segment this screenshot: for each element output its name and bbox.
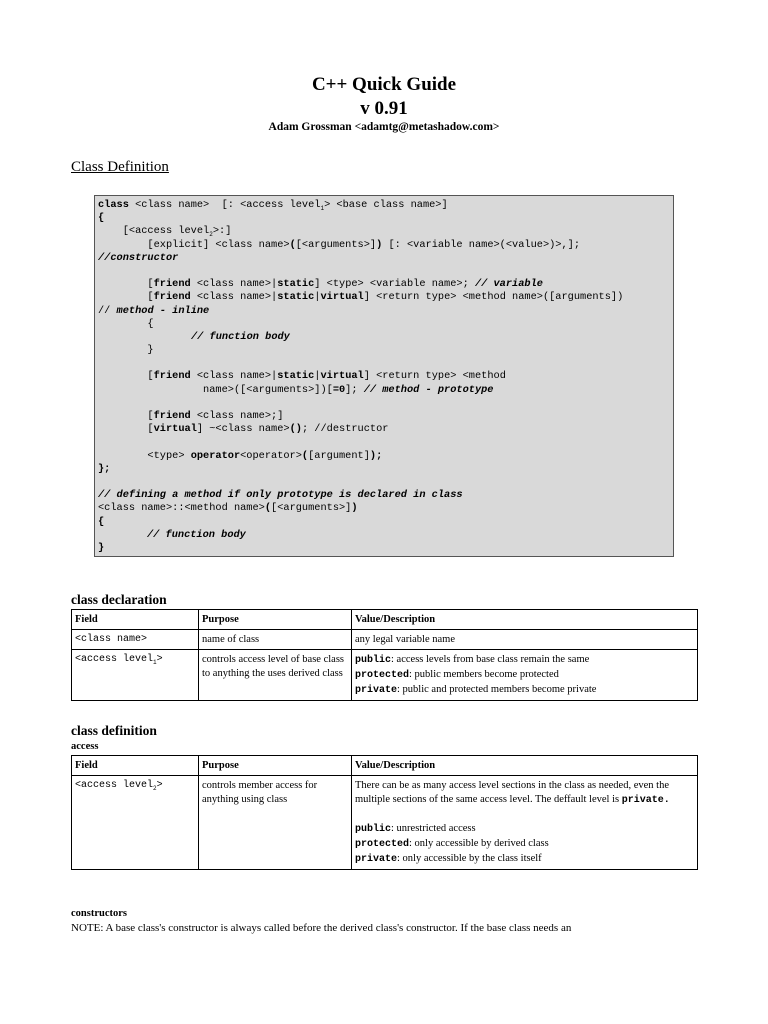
purpose-cell: controls member access for anything using class — [199, 776, 352, 870]
table-row — [72, 650, 698, 701]
column-header: Value/Description — [352, 756, 698, 776]
code-line: <type> operator<operator>([argument]); — [98, 449, 383, 462]
constructors-note: NOTE: A base class's constructor is always called before the derived class's constructor. If the base class needs an — [71, 922, 572, 934]
code-block — [94, 195, 674, 557]
purpose-cell: controls access level of base class to anything the uses derived class — [199, 650, 352, 701]
column-header: Field — [72, 756, 199, 776]
code-line: } — [98, 344, 154, 357]
code-line: // method - inline — [98, 304, 210, 317]
code-line: [friend <class name>;] — [98, 410, 284, 422]
doc-author: Adam Grossman <adamtg@metashadow.com> — [268, 121, 500, 133]
code-blank-line — [98, 476, 673, 489]
class-definition-access-table — [71, 755, 698, 870]
code-line: { — [98, 212, 105, 225]
code-line: [friend <class name>|static|virtual] <return type> <method — [98, 370, 506, 383]
table-row — [72, 630, 698, 650]
code-line: { — [98, 317, 154, 330]
section-heading-class-definition-table: class definition — [71, 723, 157, 738]
field-cell: <access level$_2$> — [72, 776, 199, 870]
subheading-access: access — [71, 741, 99, 752]
code-line: [friend <class name>|static|virtual] <return type> <method name>([arguments]) — [98, 291, 624, 304]
purpose-cell: name of class — [199, 630, 352, 650]
code-line: [friend <class name>|static] <type> <variable name>; // variable — [98, 278, 543, 291]
doc-version: v 0.91 — [360, 98, 408, 119]
code-blank-line — [98, 357, 673, 370]
code-line: <class name>::<method name>([<arguments>]) — [98, 502, 358, 515]
value-cell: public: access levels from base class remain the same protected: public members become protected private: public and protected members become private — [352, 650, 698, 701]
code-line: class <class name> [: <access level$_1$> <base class name>] — [98, 199, 448, 213]
table-row — [72, 776, 698, 870]
code-line: } — [98, 541, 105, 554]
field-cell: <class name> — [72, 630, 199, 650]
code-blank-line — [98, 265, 673, 278]
table-header-row — [72, 756, 698, 776]
column-header: Value/Description — [352, 610, 698, 630]
code-line: [<access level$_2$>:] — [98, 225, 232, 239]
code-line: //constructor — [98, 251, 179, 264]
code-blank-line — [98, 397, 673, 410]
code-line: // function body — [191, 330, 290, 343]
doc-title: C++ Quick Guide — [311, 74, 457, 95]
code-line: name>([<arguments>])[=0]; // method - prototype — [98, 383, 494, 396]
code-line: [virtual] ~<class name>(); //destructor — [98, 423, 389, 436]
table-header-row — [72, 610, 698, 630]
column-header: Field — [72, 610, 199, 630]
field-cell: <access level$_1$> — [72, 650, 199, 701]
subheading-constructors: constructors — [71, 908, 127, 919]
code-line: // defining a method if only prototype is declared in class — [98, 489, 463, 502]
column-header: Purpose — [199, 756, 352, 776]
column-header: Purpose — [199, 610, 352, 630]
code-line: { — [98, 515, 105, 528]
code-line: [explicit] <class name>([<arguments>]) [: <variable name>(<value>)>,]; — [98, 238, 581, 251]
value-cell: any legal variable name — [352, 630, 698, 650]
value-cell: There can be as many access level sections in the class as needed, even the multiple sections of the same access level. The deffault level is private. public: unrestricted access protected: only accessible by derived class private: only accessible by the class itself — [352, 776, 698, 870]
code-line: // function body — [147, 528, 246, 541]
class-declaration-table — [71, 609, 698, 701]
section-heading-class-declaration: class declaration — [71, 592, 167, 607]
code-blank-line — [98, 436, 673, 449]
code-line: }; — [98, 462, 111, 475]
section-heading-class-definition: Class Definition — [71, 159, 169, 175]
